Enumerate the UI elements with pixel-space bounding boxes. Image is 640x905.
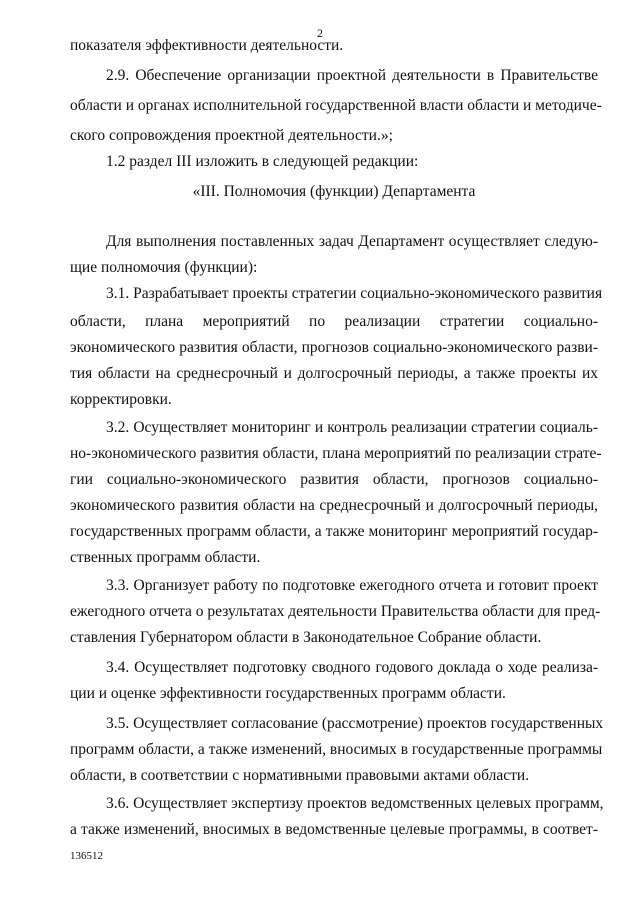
- text-line: 2.9. Обеспечение организации проектной деятельности в Правительстве: [106, 67, 598, 84]
- text-line: ставления Губернатором области в Законодательное Собрание области.: [70, 629, 542, 646]
- text-line: области и органах исполнительной государственной власти области и методиче-: [70, 97, 602, 114]
- text-line: ского сопровождения проектной деятельности.»;: [70, 127, 393, 144]
- text-line: корректировки.: [70, 391, 172, 408]
- text-line: экономического развития области на среднесрочный и долгосрочный периоды,: [70, 497, 598, 514]
- text-line: показателя эффективности деятельности.: [70, 37, 344, 54]
- text-line: программ области, а также изменений, вносимых в государственные программы: [70, 741, 603, 758]
- page-number: 2: [317, 26, 323, 40]
- text-line: но-экономического развития области, плана мероприятий по реализации страте-: [70, 445, 602, 462]
- text-line: 3.6. Осуществляет экспертизу проектов ведомственных целевых программ,: [106, 795, 604, 812]
- text-line: 3.2. Осуществляет мониторинг и контроль реализации стратегии социаль-: [106, 419, 598, 436]
- text-line: Для выполнения поставленных задач Департамент осуществляет следую-: [106, 233, 598, 250]
- text-line: ции и оценке эффективности государственных программ области.: [70, 685, 506, 702]
- text-line: а также изменений, вносимых в ведомственные целевые программы, в соответ-: [70, 821, 598, 838]
- text-line: области, плана мероприятий по реализации стратегии социально-: [70, 313, 598, 330]
- text-line: ежегодного отчета о результатах деятельности Правительства области для пред-: [70, 603, 601, 620]
- text-line: 3.5. Осуществляет согласование (рассмотрение) проектов государственных: [106, 715, 604, 732]
- text-line: гии социально-экономического развития области, прогнозов социально-: [70, 471, 598, 488]
- text-line: 3.1. Разрабатывает проекты стратегии социально-экономического развития: [106, 285, 603, 302]
- text-line: тия области на среднесрочный и долгосрочный периоды, а также проекты их: [70, 365, 598, 382]
- document-code: 136512: [70, 850, 103, 862]
- text-line: 3.3. Организует работу по подготовке ежегодного отчета и готовит проект: [106, 577, 598, 594]
- text-line: государственных программ области, а также мониторинг мероприятий государ-: [70, 523, 598, 540]
- text-line: 1.2 раздел III изложить в следующей редакции:: [106, 153, 419, 170]
- text-line: ственных программ области.: [70, 549, 261, 566]
- text-line: «III. Полномочия (функции) Департамента: [192, 183, 476, 200]
- text-line: 3.4. Осуществляет подготовку сводного годового доклада о ходе реализа-: [106, 659, 598, 676]
- text-line: экономического развития области, прогнозов социально-экономического разви-: [70, 339, 598, 356]
- text-line: области, в соответствии с нормативными правовыми актами области.: [70, 767, 530, 784]
- text-line: щие полномочия (функции):: [70, 259, 258, 276]
